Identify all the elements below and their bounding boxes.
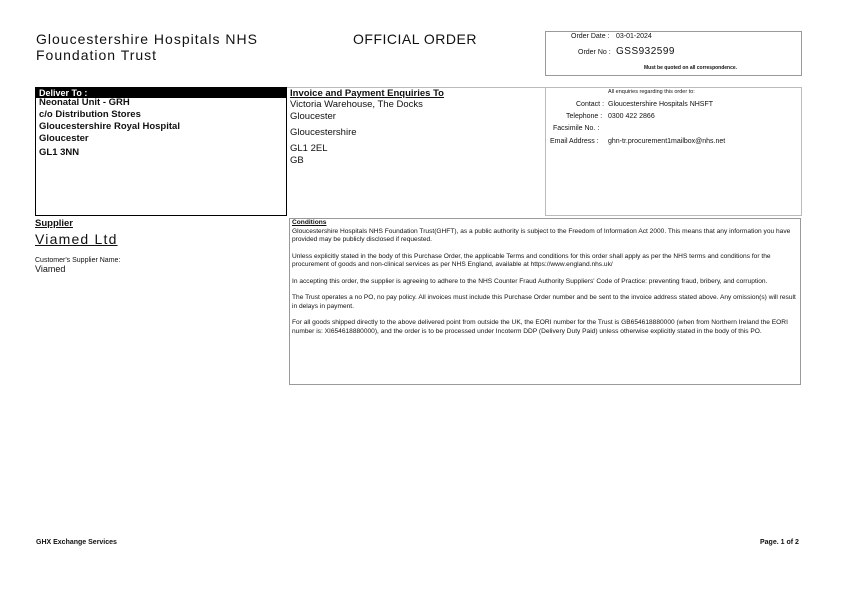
condition-paragraph: The Trust operates a no PO, no pay policy. All invoices must include this Purchase Order number and be sent to the invoice address stated above. Any omission(s) will result in delays in payment. <box>292 294 796 310</box>
supplier-heading: Supplier <box>35 218 74 229</box>
invoice-line: Victoria Warehouse, The Docks <box>290 99 423 110</box>
order-note: Must be quoted on all correspondence. <box>644 65 738 71</box>
conditions-heading: Conditions <box>292 219 327 226</box>
invoice-line: GL1 2EL <box>290 143 328 154</box>
deliver-to-box <box>35 87 287 216</box>
footer-left: GHX Exchange Services <box>36 539 117 546</box>
deliver-line: Neonatal Unit - GRH <box>39 97 130 108</box>
enquiries-note: All enquiries regarding this order to: <box>608 89 695 95</box>
conditions-box <box>289 218 801 385</box>
condition-paragraph: For all goods shipped directly to the above delivered point from outside the UK, the EORI number for the Trust is GB654618880000 (when from Northern Ireland the EORI number is: XI654618880000), and the order is to be processed under Incoterm DDP (Delivery Duty Paid) unless otherwise explicitly stated in the body of this PO. <box>292 319 788 335</box>
contact-value: Gloucestershire Hospitals NHSFT <box>608 101 714 108</box>
order-date-label: Order Date : <box>571 33 610 40</box>
deliver-to-heading: Deliver To : <box>36 88 286 98</box>
trust-name-line1: Gloucestershire Hospitals NHS <box>36 31 258 47</box>
customer-supplier-value: Viamed <box>35 264 66 274</box>
condition-paragraph: In accepting this order, the supplier is agreeing to adhere to the NHS Counter Fraud Authority Suppliers' Code of Practice: preventing fraud, bribery, and corruption. <box>292 277 768 285</box>
condition-paragraph: Gloucestershire Hospitals NHS Foundation Trust(GHFT), as a public authority is subject to the Freedom of Information Act 2000. This means that any information you have provided may be publicly disclosed if requested. <box>292 227 791 243</box>
trust-name <box>36 31 258 63</box>
deliver-line: GL1 3NN <box>39 147 80 158</box>
deliver-line: c/o Distribution Stores <box>39 109 141 120</box>
trust-name-line2: Foundation Trust <box>36 47 158 63</box>
supplier-block <box>35 218 120 274</box>
document-title: OFFICIAL ORDER <box>353 31 477 47</box>
telephone-value: 0300 422 2866 <box>608 113 655 120</box>
supplier-name: Viamed Ltd <box>35 231 118 247</box>
deliver-line: Gloucester <box>39 133 89 144</box>
order-no-label: Order No : <box>578 49 611 56</box>
invoice-address-block <box>287 87 545 215</box>
enquiries-box <box>545 87 802 216</box>
email-label: Email Address : <box>550 138 599 145</box>
invoice-heading: Invoice and Payment Enquiries To <box>290 88 444 99</box>
footer-page-number: Page. 1 of 2 <box>760 539 799 546</box>
order-date-value: 03-01-2024 <box>616 33 652 40</box>
fax-label: Facsimile No. : <box>553 125 600 132</box>
order-info-box <box>545 31 802 76</box>
order-no-value: GSS932599 <box>616 46 675 57</box>
email-value: ghn-tr.procurement1mailbox@nhs.net <box>608 138 726 145</box>
telephone-label: Telephone : <box>566 113 603 120</box>
contact-label: Contact : <box>576 101 605 108</box>
invoice-line: Gloucestershire <box>290 127 357 138</box>
deliver-line: Gloucestershire Royal Hospital <box>39 121 180 132</box>
condition-paragraph: Unless explicitly stated in the body of this Purchase Order, the applicable Terms and conditions for this order shall apply as per the NHS terms and conditions for the procurement of goods and non-clinical services as per NHS England, available at https://www.england.nhs.uk/ <box>292 252 771 268</box>
invoice-line: GB <box>290 155 304 166</box>
customer-supplier-label: Customer's Supplier Name: <box>35 257 121 264</box>
invoice-line: Gloucester <box>290 111 336 122</box>
